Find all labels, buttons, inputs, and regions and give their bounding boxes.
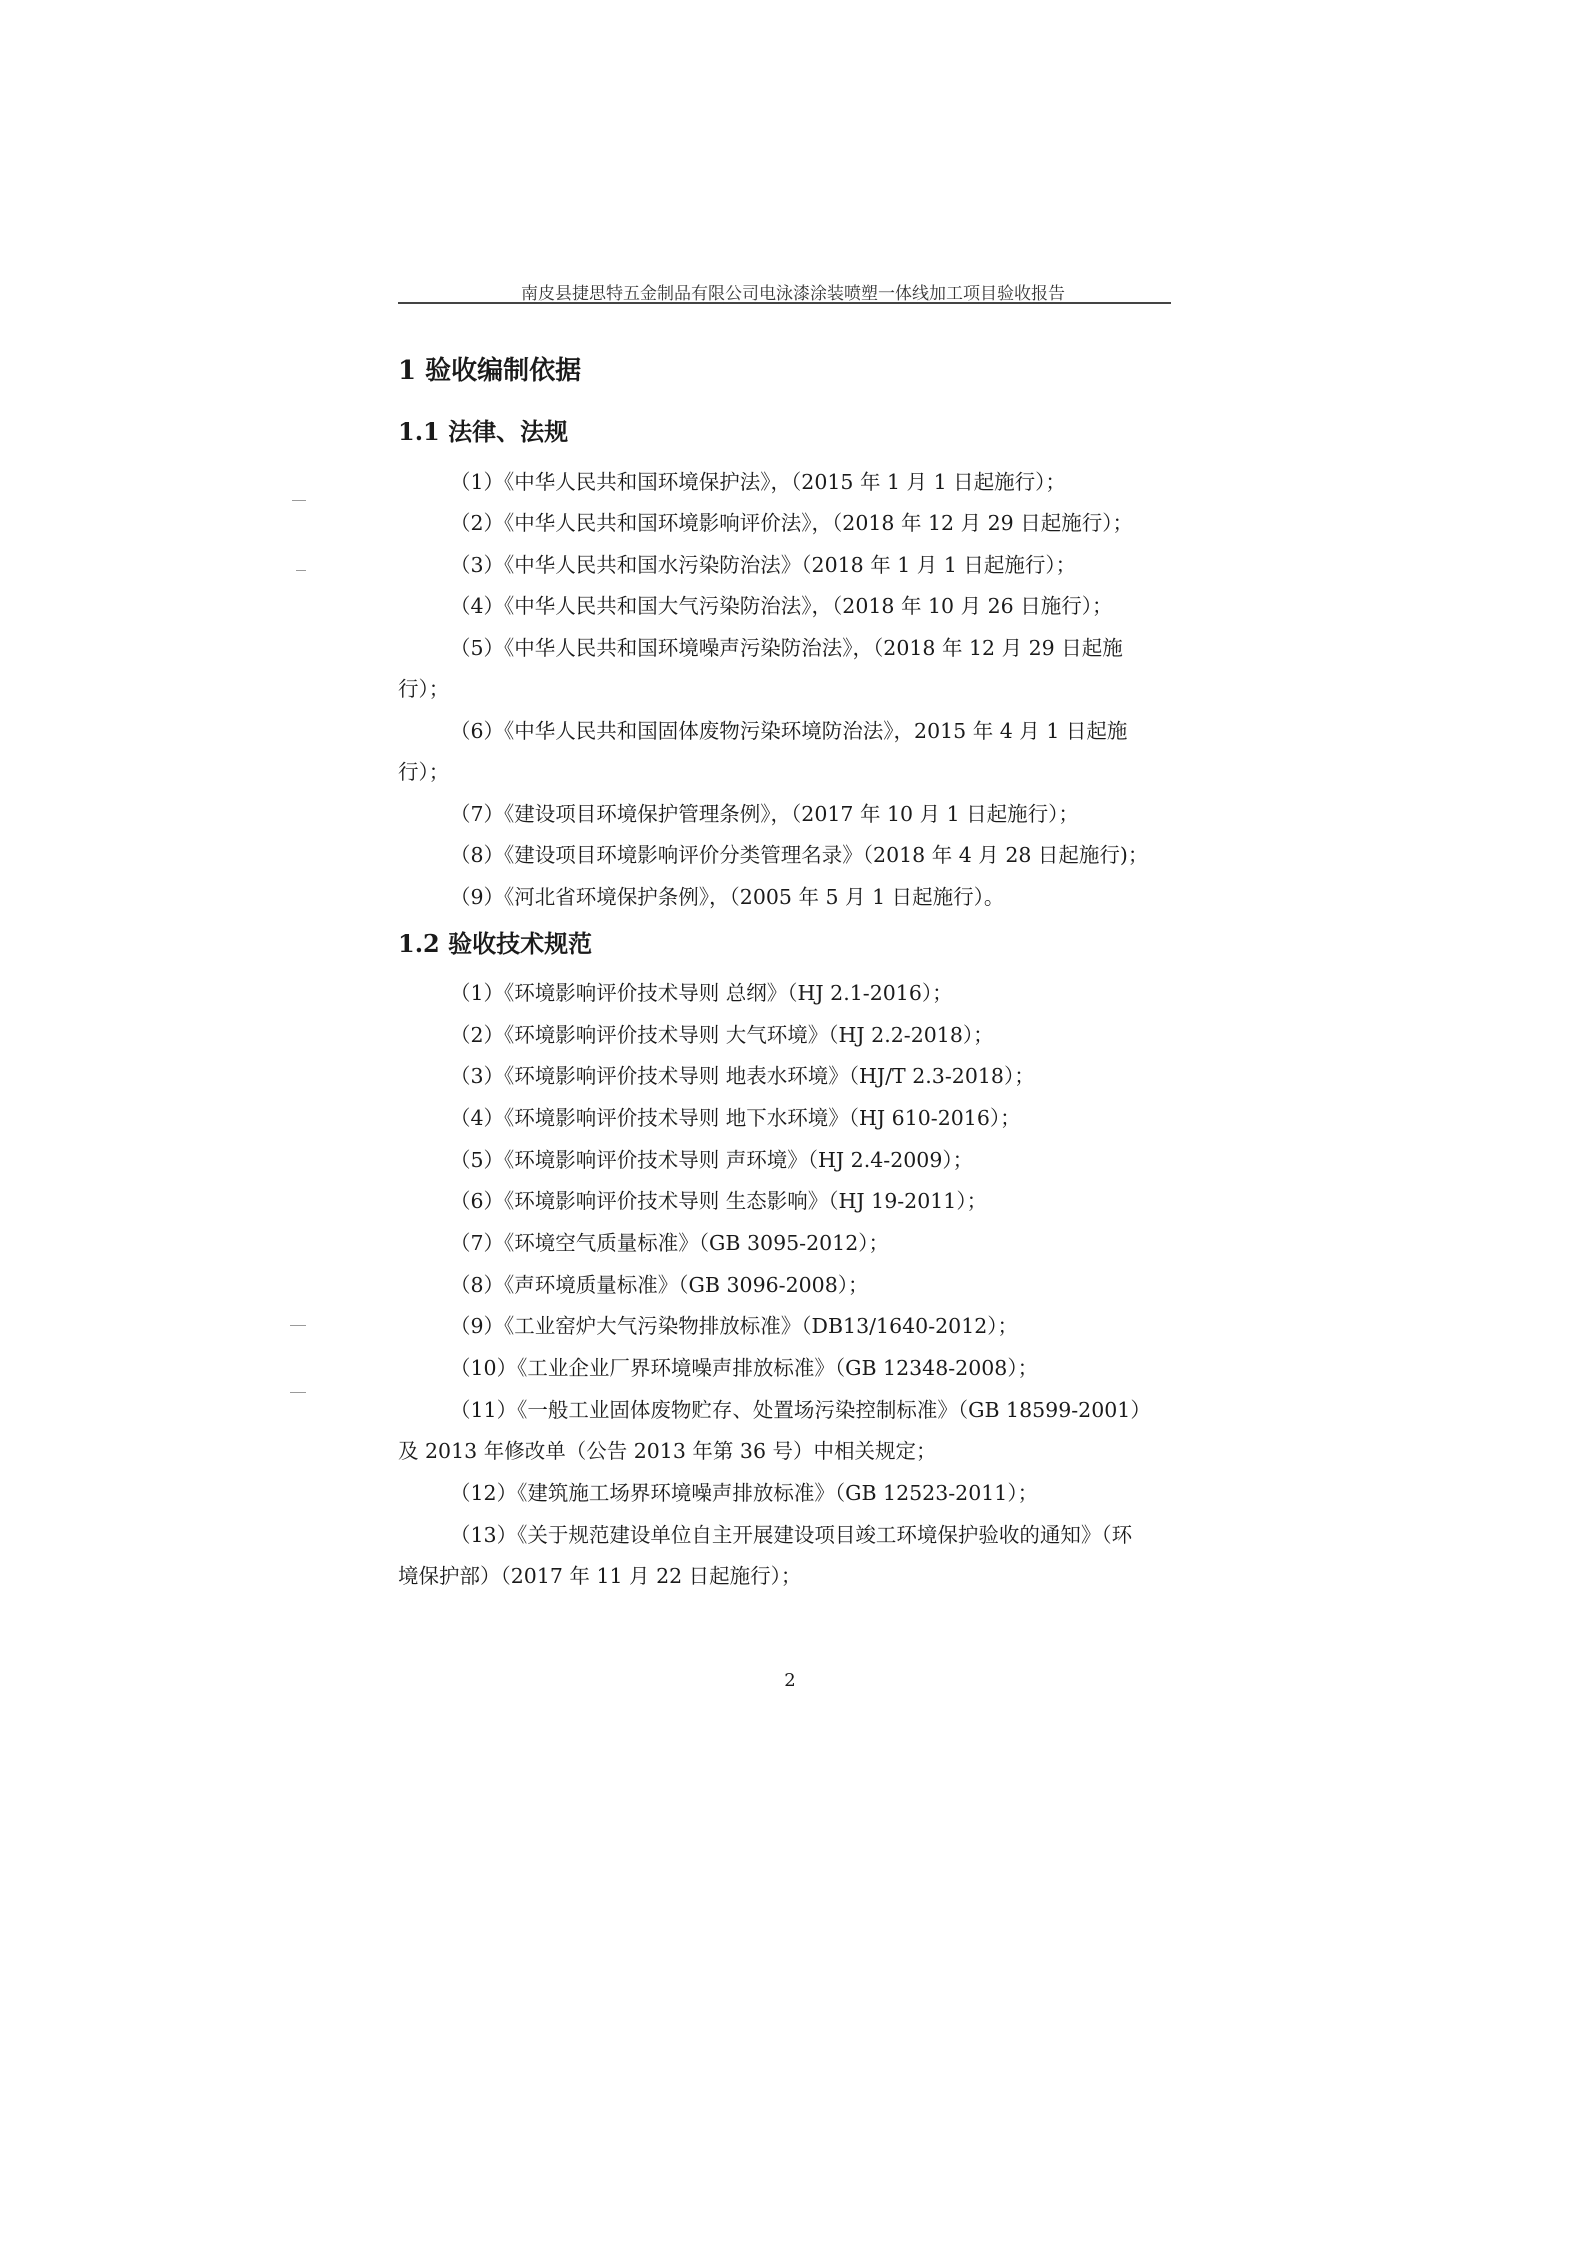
- law-item-3: （3）《中华人民共和国水污染防治法》（2018 年 1 月 1 日起施行）；: [450, 553, 1077, 577]
- spec-item-4: （4）《环境影响评价技术导则 地下水环境》（HJ 610-2016）；: [450, 1106, 1021, 1130]
- law-item-5: （5）《中华人民共和国环境噪声污染防治法》，（2018 年 12 月 29 日起施: [450, 636, 1123, 660]
- law-item-1: （1）《中华人民共和国环境保护法》，（2015 年 1 月 1 日起施行）；: [450, 470, 1066, 494]
- running-header: 南皮县捷思特五金制品有限公司电泳漆涂装喷塑一体线加工项目验收报告: [521, 284, 1065, 304]
- spec-item-5: （5）《环境影响评价技术导则 声环境》（HJ 2.4-2009）；: [450, 1148, 974, 1172]
- scan-artifact: [292, 500, 306, 501]
- law-item-4: （4）《中华人民共和国大气污染防治法》，（2018 年 10 月 26 日施行）；: [450, 594, 1113, 618]
- spec-item-11: （11）《一般工业固体废物贮存、处置场污染控制标准》（GB 18599-2001）: [450, 1398, 1151, 1422]
- spec-item-9: （9）《工业窑炉大气污染物排放标准》（DB13/1640-2012）；: [450, 1314, 1019, 1338]
- section-1-1-heading: 1.1 法律、法规: [398, 417, 569, 446]
- scan-artifact: [290, 1392, 306, 1393]
- law-item-6-cont: 行）；: [398, 760, 450, 784]
- spec-item-6: （6）《环境影响评价技术导则 生态影响》（HJ 19-2011）；: [450, 1189, 988, 1213]
- header-rule: [398, 302, 1171, 304]
- scan-artifact: [296, 570, 306, 571]
- spec-item-11-cont: 及 2013 年修改单（公告 2013 年第 36 号）中相关规定；: [398, 1439, 937, 1463]
- scan-artifact: [290, 1325, 306, 1326]
- law-item-7: （7）《建设项目环境保护管理条例》，（2017 年 10 月 1 日起施行）；: [450, 802, 1079, 826]
- law-item-6: （6）《中华人民共和国固体废物污染环境防治法》，2015 年 4 月 1 日起施: [450, 719, 1128, 743]
- law-item-9: （9）《河北省环境保护条例》，（2005 年 5 月 1 日起施行）。: [450, 885, 1005, 909]
- spec-item-10: （10）《工业企业厂界环境噪声排放标准》（GB 12348-2008）；: [450, 1356, 1039, 1380]
- law-item-8: （8）《建设项目环境影响评价分类管理名录》（2018 年 4 月 28 日起施行)；: [450, 843, 1149, 867]
- section-1-heading: 1 验收编制依据: [398, 356, 582, 386]
- spec-item-7: （7）《环境空气质量标准》（GB 3095-2012）；: [450, 1231, 890, 1255]
- spec-item-8: （8）《声环境质量标准》（GB 3096-2008）；: [450, 1273, 869, 1297]
- page-number: 2: [784, 1670, 796, 1691]
- law-item-5-cont: 行）；: [398, 677, 450, 701]
- spec-item-2: （2）《环境影响评价技术导则 大气环境》（HJ 2.2-2018）；: [450, 1023, 994, 1047]
- law-item-2: （2）《中华人民共和国环境影响评价法》，（2018 年 12 月 29 日起施行）；: [450, 511, 1133, 535]
- spec-item-13: （13）《关于规范建设单位自主开展建设项目竣工环境保护验收的通知》（环: [450, 1523, 1133, 1547]
- spec-item-1: （1）《环境影响评价技术导则 总纲》（HJ 2.1-2016）；: [450, 981, 953, 1005]
- spec-item-12: （12）《建筑施工场界环境噪声排放标准》（GB 12523-2011）；: [450, 1481, 1039, 1505]
- spec-item-3: （3）《环境影响评价技术导则 地表水环境》（HJ/T 2.3-2018）；: [450, 1064, 1035, 1088]
- section-1-2-heading: 1.2 验收技术规范: [398, 929, 593, 958]
- spec-item-13-cont: 境保护部）（2017 年 11 月 22 日起施行）；: [398, 1564, 802, 1588]
